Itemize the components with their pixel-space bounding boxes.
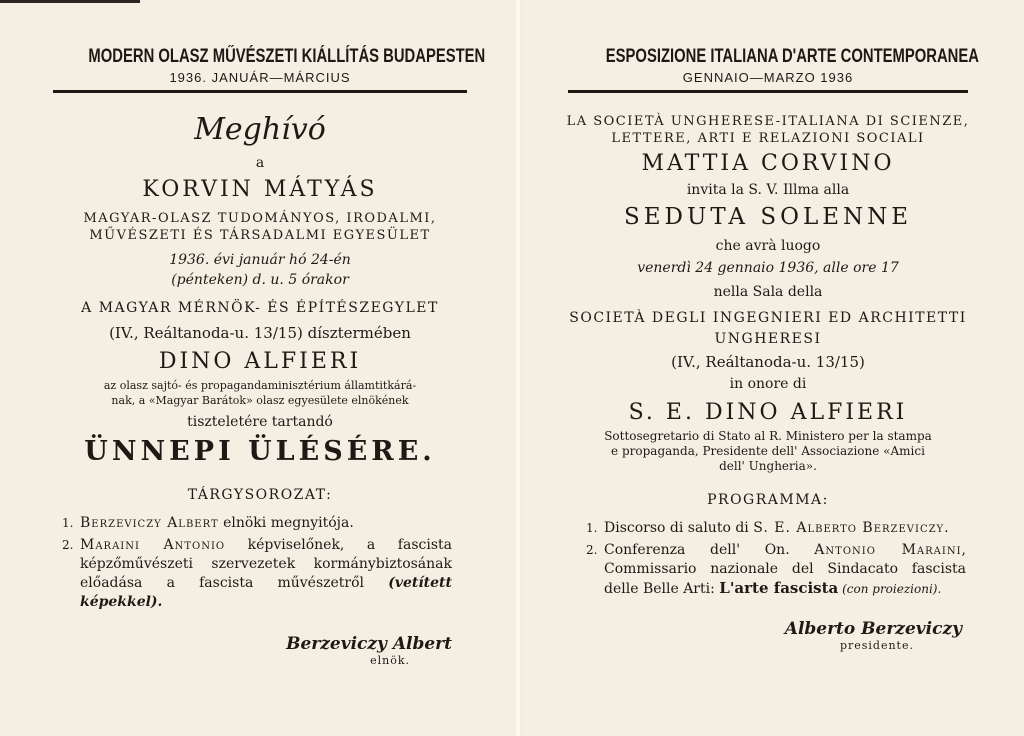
left-page-hungarian (40, 0, 486, 736)
venue-name-it-line-1: SOCIETÀ DEGLI INGEGNIERI ED ARCHITETTI (569, 310, 967, 326)
honoree-name-hu: DINO ALFIERI (158, 349, 362, 374)
signature-name: Alberto Berzeviczy (784, 619, 962, 639)
society-desc-line-1: MAGYAR-OLASZ TUDOMÁNYOS, IRODALMI, (83, 211, 437, 226)
agenda-item-number: 2. (586, 543, 598, 557)
honoree-desc-line-1: Sottosegretario di Stato al R. Ministero per la stampa (604, 429, 932, 443)
agenda-item (62, 514, 452, 533)
signature-role: elnök. (370, 654, 410, 667)
invite-line: invita la S. V. Illma alla (686, 182, 850, 198)
venue-name-hu: A MAGYAR MÉRNÖK- ÉS ÉPÍTÉSZEGYLET (81, 300, 439, 316)
agenda-item-number: 1. (586, 521, 598, 535)
occasion-hu: ÜNNEPI ÜLÉSÉRE. (84, 436, 436, 467)
exhibition-title-it: ESPOSIZIONE ITALIANA D'ARTE CONTEMPORANEA (605, 46, 979, 67)
signature-role: presidente. (839, 639, 914, 652)
honoree-desc-line-2: nak, a «Magyar Barátok» olasz egyesülete elnökének (111, 394, 409, 407)
agenda-item (586, 519, 966, 538)
right-page-italian (560, 0, 979, 736)
card-fold-crease (514, 0, 522, 736)
honor-intro: in onore di (729, 376, 807, 392)
exhibition-dates-hu: 1936. JANUÁR—MÁRCIUS (169, 70, 351, 85)
honoree-desc-line-3: dell' Ungheria». (719, 459, 817, 473)
honoree-desc-line-1: az olasz sajtó- és propagandaminisztérium államtitkárá- (103, 379, 417, 392)
occasion-it: SEDUTA SOLENNE (623, 204, 913, 230)
society-desc-line-2: MŰVÉSZETI ÉS TÁRSADALMI EGYESÜLET (89, 228, 431, 243)
society-desc-line-1: LA SOCIETÀ UNGHERESE-ITALIANA DI SCIENZE, (566, 114, 970, 129)
venue-address-hu: (IV., Reáltanoda-u. 13/15) dísztermében (109, 324, 411, 342)
article-a: a (255, 155, 265, 171)
signature-hu (40, 634, 452, 667)
agenda-list-it (586, 519, 966, 599)
hall-intro: nella Sala della (713, 284, 823, 300)
agenda-item-text: Berzeviczy Albert elnöki megnyitója. (80, 515, 354, 531)
honoree-name-it: S. E. DINO ALFIERI (628, 400, 908, 425)
agenda-title-it: PROGRAMMA: (707, 492, 829, 508)
agenda-item-text: Discorso di saluto di S. E. Alberto Berzeviczy. (604, 520, 950, 536)
society-name-hu: KORVIN MÁTYÁS (142, 177, 378, 202)
agenda-item-number: 1. (62, 516, 74, 530)
venue-address-it: (IV., Reáltanoda-u. 13/15) (671, 353, 865, 371)
signature-it (560, 619, 962, 652)
exhibition-title-hu: MODERN OLASZ MŰVÉSZETI KIÁLLÍTÁS BUDAPESTEN (88, 46, 486, 67)
exhibition-dates-it: GENNAIO—MARZO 1936 (682, 70, 854, 85)
date-line-1: 1936. évi január hó 24-én (169, 252, 351, 268)
invitation-heading: Meghívó (194, 112, 326, 147)
venue-name-it-line-2: UNGHERESI (714, 331, 822, 347)
header-rule (53, 90, 467, 93)
agenda-item (586, 541, 966, 599)
header-rule (568, 90, 968, 93)
date-line-it: venerdì 24 gennaio 1936, alle ore 17 (637, 260, 899, 276)
society-desc-line-2: LETTERE, ARTI E RELAZIONI SOCIALI (611, 131, 925, 146)
date-line-2: (pénteken) d. u. 5 órakor (171, 272, 349, 288)
agenda-item-text: Maraini Antonio képviselőnek, a fascista képzőművészeti szervezetek kormánybiztosának előadása a fascista művészetről (vetített képekkel). (80, 537, 452, 610)
signature-name: Berzeviczy Albert (286, 634, 452, 654)
society-name-it: MATTIA CORVINO (641, 151, 895, 176)
agenda-item (62, 536, 452, 612)
place-intro: che avrà luogo (715, 238, 821, 254)
honoree-desc-line-2: e propaganda, Presidente dell' Associazione «Amici (611, 444, 925, 458)
occasion-intro-hu: tiszteletére tartandó (187, 414, 333, 430)
agenda-list-hu (62, 514, 452, 612)
agenda-item-text: Conferenza dell' On. Antonio Maraini, Commissario nazionale del Sindacato fascista delle Belle Arti: L'arte fascista (con proiezioni). (604, 542, 966, 597)
agenda-item-number: 2. (62, 538, 74, 552)
agenda-title-hu: TÁRGYSOROZAT: (187, 487, 333, 503)
